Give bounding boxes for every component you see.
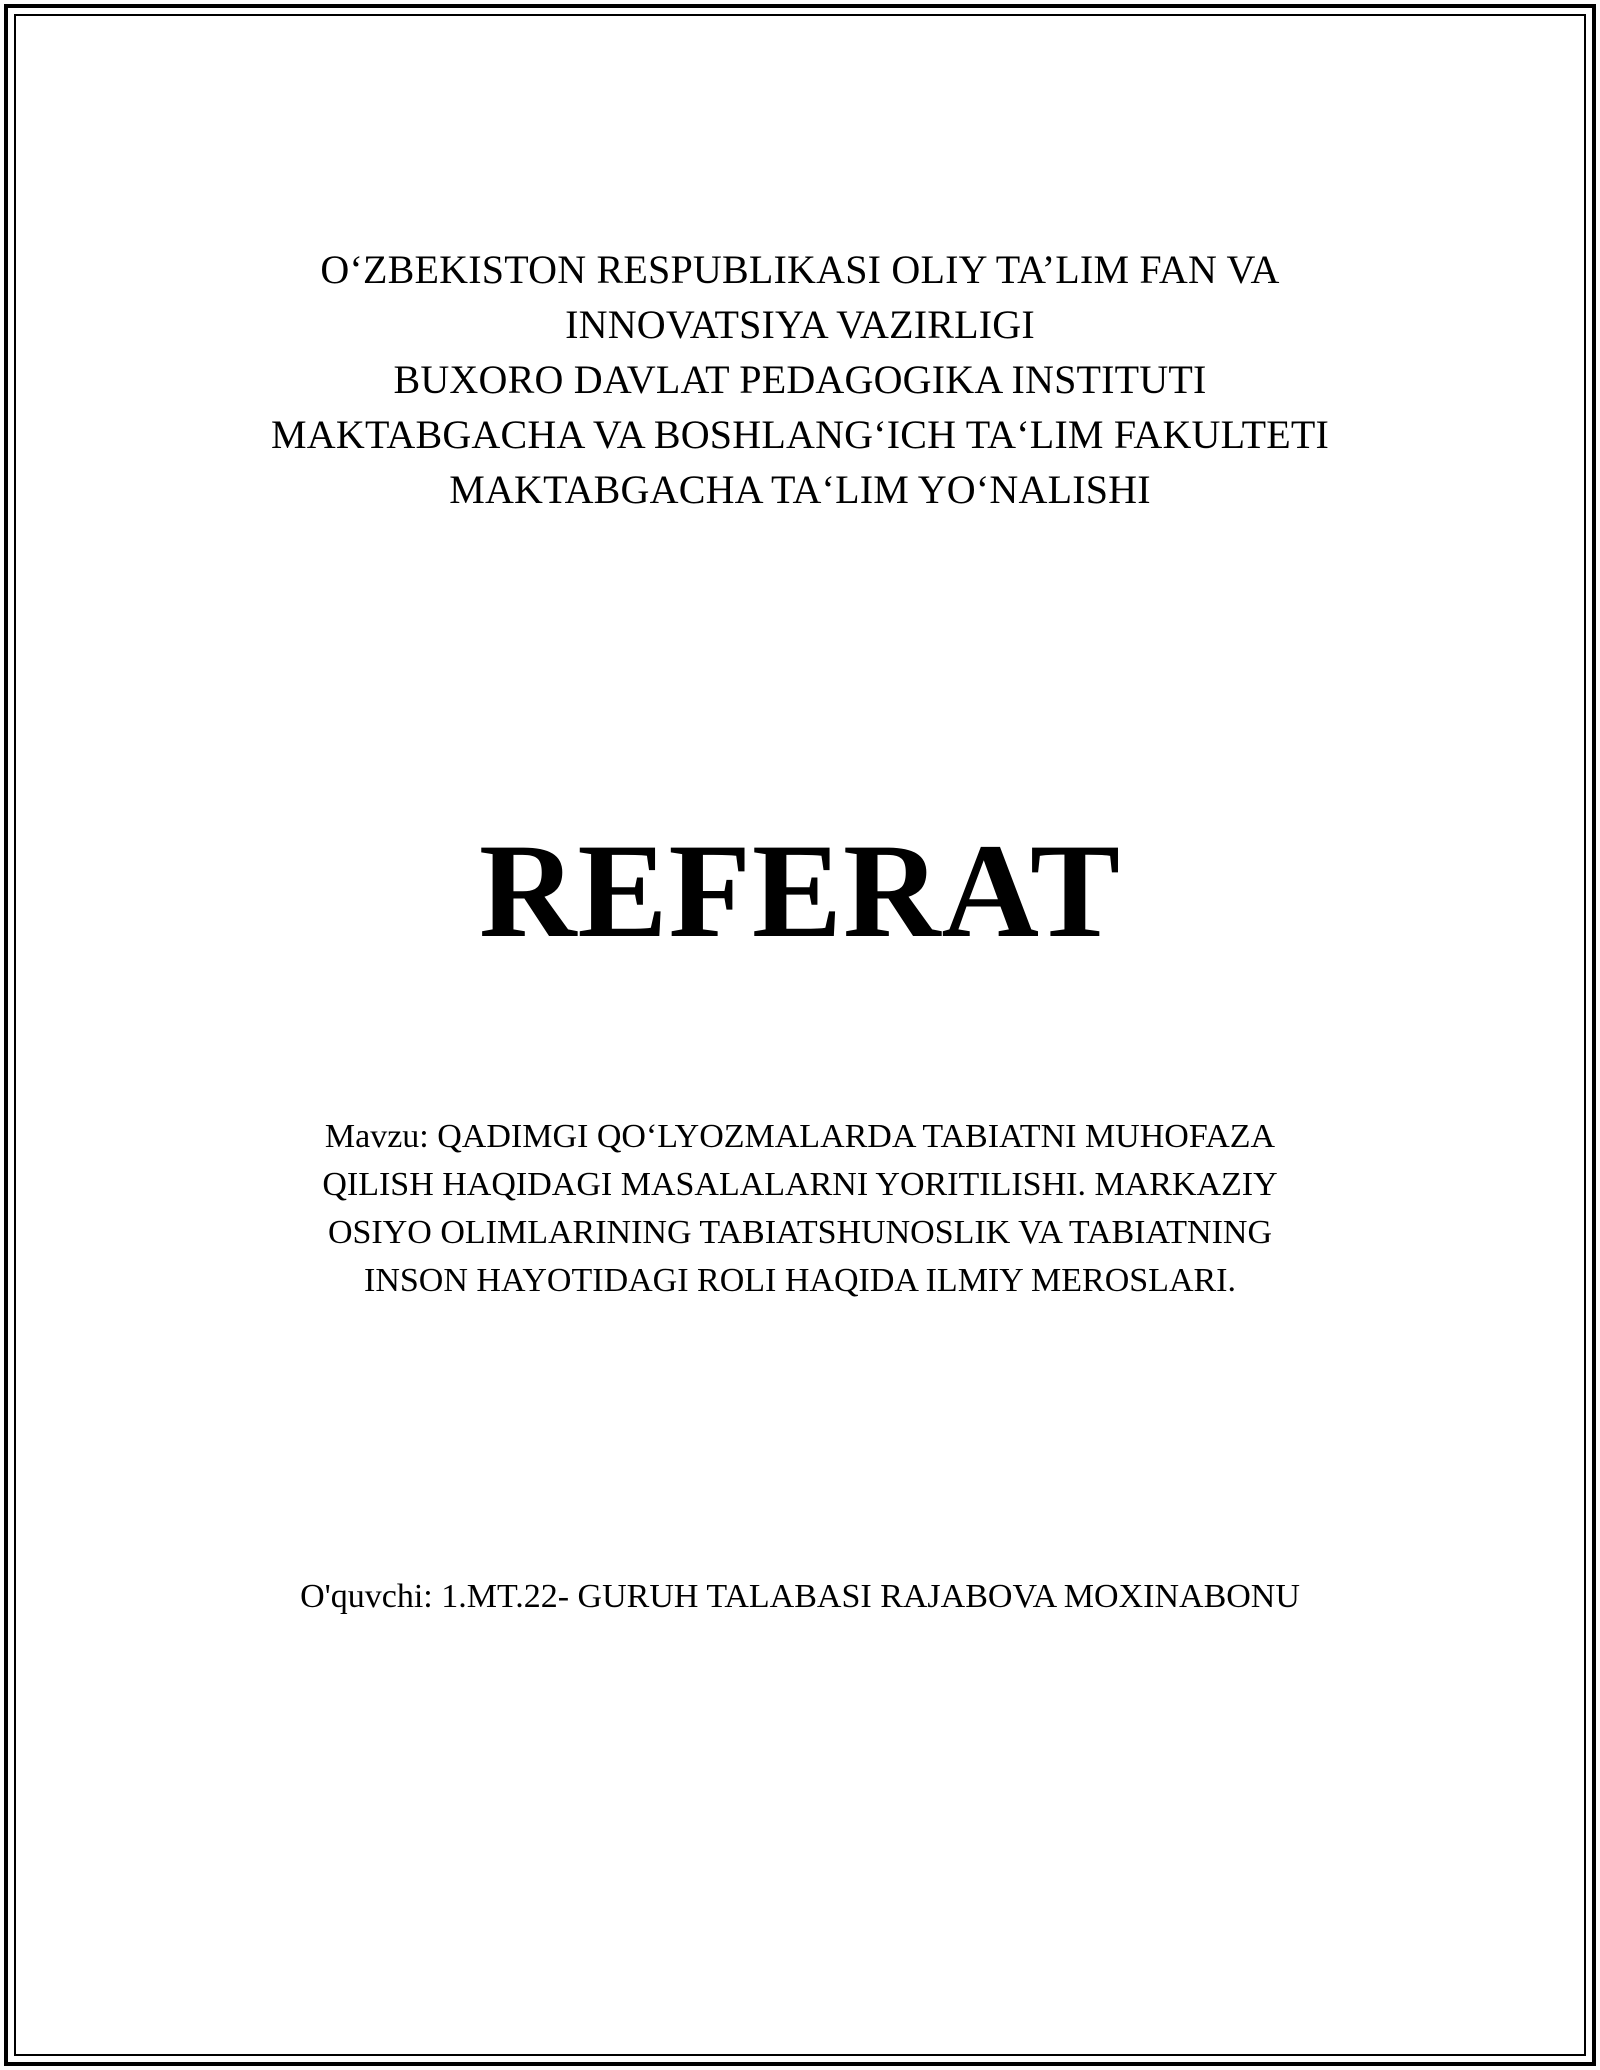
topic-block: [0, 1113, 1600, 1305]
header-line-ministry-1: O‘ZBEKISTON RESPUBLIKASI OLIY TA’LIM FAN VA: [320, 247, 1280, 292]
topic-line-3: OSIYO OLIMLARINING TABIATSHUNOSLIK VA TABIATNING: [327, 1214, 1273, 1251]
topic-line-1: Mavzu: QADIMGI QO‘LYOZMALARDA TABIATNI MUHOFAZA: [324, 1118, 1276, 1155]
header-line-direction: MAKTABGACHA TA‘LIM YO‘NALISHI: [449, 467, 1151, 512]
document-title: REFERAT: [478, 817, 1122, 966]
institution-header: [0, 242, 1600, 517]
header-line-ministry-2: INNOVATSIYA VAZIRLIGI: [565, 302, 1035, 347]
topic-line-4: INSON HAYOTIDAGI ROLI HAQIDA ILMIY MEROSLARI.: [364, 1262, 1236, 1299]
header-line-faculty: MAKTABGACHA VA BOSHLANG‘ICH TA‘LIM FAKULTETI: [271, 412, 1329, 457]
header-line-institute: BUXORO DAVLAT PEDAGOGIKA INSTITUTI: [393, 357, 1207, 402]
student-info: O'quvchi: 1.MT.22- GURUH TALABASI RAJABOVA MOXINABONU: [300, 1578, 1300, 1615]
topic-line-2: QILISH HAQIDAGI MASALALARNI YORITILISHI. MARKAZIY: [322, 1166, 1278, 1203]
